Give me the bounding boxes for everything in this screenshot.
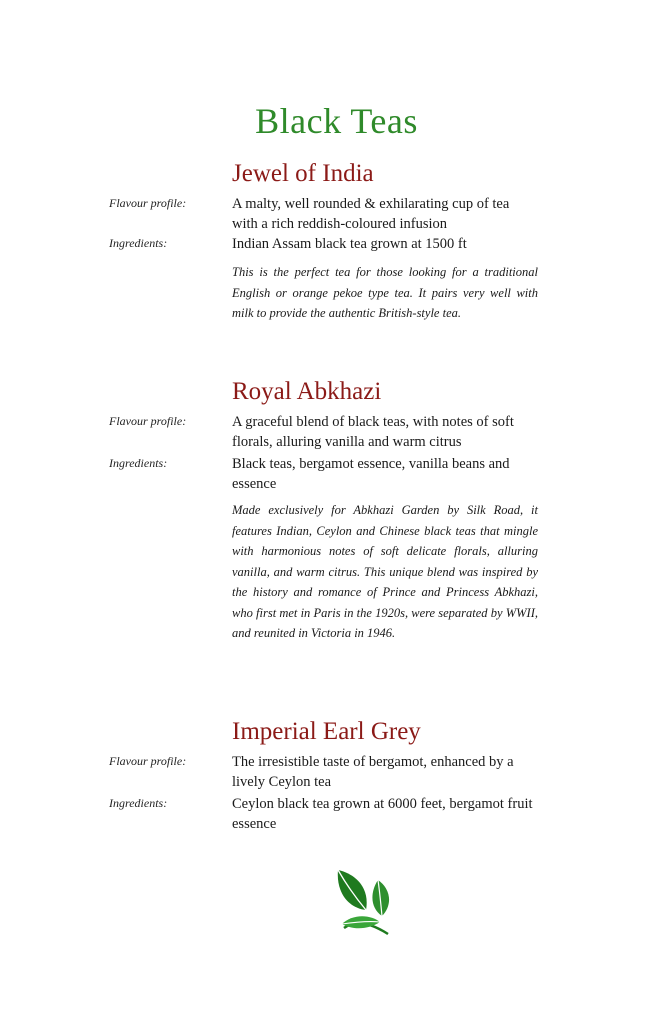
flavour-label: Flavour profile: bbox=[109, 196, 187, 210]
ingredients-value: Ceylon black tea grown at 6000 feet, bergamot fruit essence bbox=[232, 796, 533, 832]
page-title: Black Teas bbox=[255, 101, 418, 141]
flavour-label: Flavour profile: bbox=[109, 414, 187, 428]
ingredients-label: Ingredients: bbox=[109, 236, 168, 250]
ingredients-label: Ingredients: bbox=[109, 456, 168, 470]
tea-description: This is the perfect tea for those looking for a traditional English or orange pekoe type tea. It pairs very well with milk to provide the authentic British-style tea. bbox=[232, 265, 538, 320]
ingredients-label: Ingredients: bbox=[109, 796, 168, 810]
tea-name: Royal Abkhazi bbox=[232, 378, 382, 405]
ingredients-value: Black teas, bergamot essence, vanilla beans and essence bbox=[232, 456, 510, 492]
tea-name: Jewel of India bbox=[232, 160, 374, 187]
flavour-value: A malty, well rounded & exhilarating cup of tea with a rich reddish-coloured infusion bbox=[232, 196, 510, 232]
flavour-value: The irresistible taste of bergamot, enhanced by a lively Ceylon tea bbox=[232, 754, 514, 790]
tea-description: Made exclusively for Abkhazi Garden by Silk Road, it features Indian, Ceylon and Chinese black teas that mingle with harmonious notes of soft delicate florals, alluring vanilla, and warm citrus. This unique blend was inspired by the history and romance of Prince and Princess Abkhazi, who first met in Paris in the 1920s, were separated by WWII, and reunited in Victoria in 1946. bbox=[232, 503, 538, 640]
tea-leaf-icon bbox=[330, 866, 402, 938]
tea-name: Imperial Earl Grey bbox=[232, 718, 421, 745]
flavour-value: A graceful blend of black teas, with notes of soft florals, alluring vanilla and warm citrus bbox=[232, 414, 514, 450]
flavour-label: Flavour profile: bbox=[109, 754, 187, 768]
ingredients-value: Indian Assam black tea grown at 1500 ft bbox=[232, 236, 467, 252]
